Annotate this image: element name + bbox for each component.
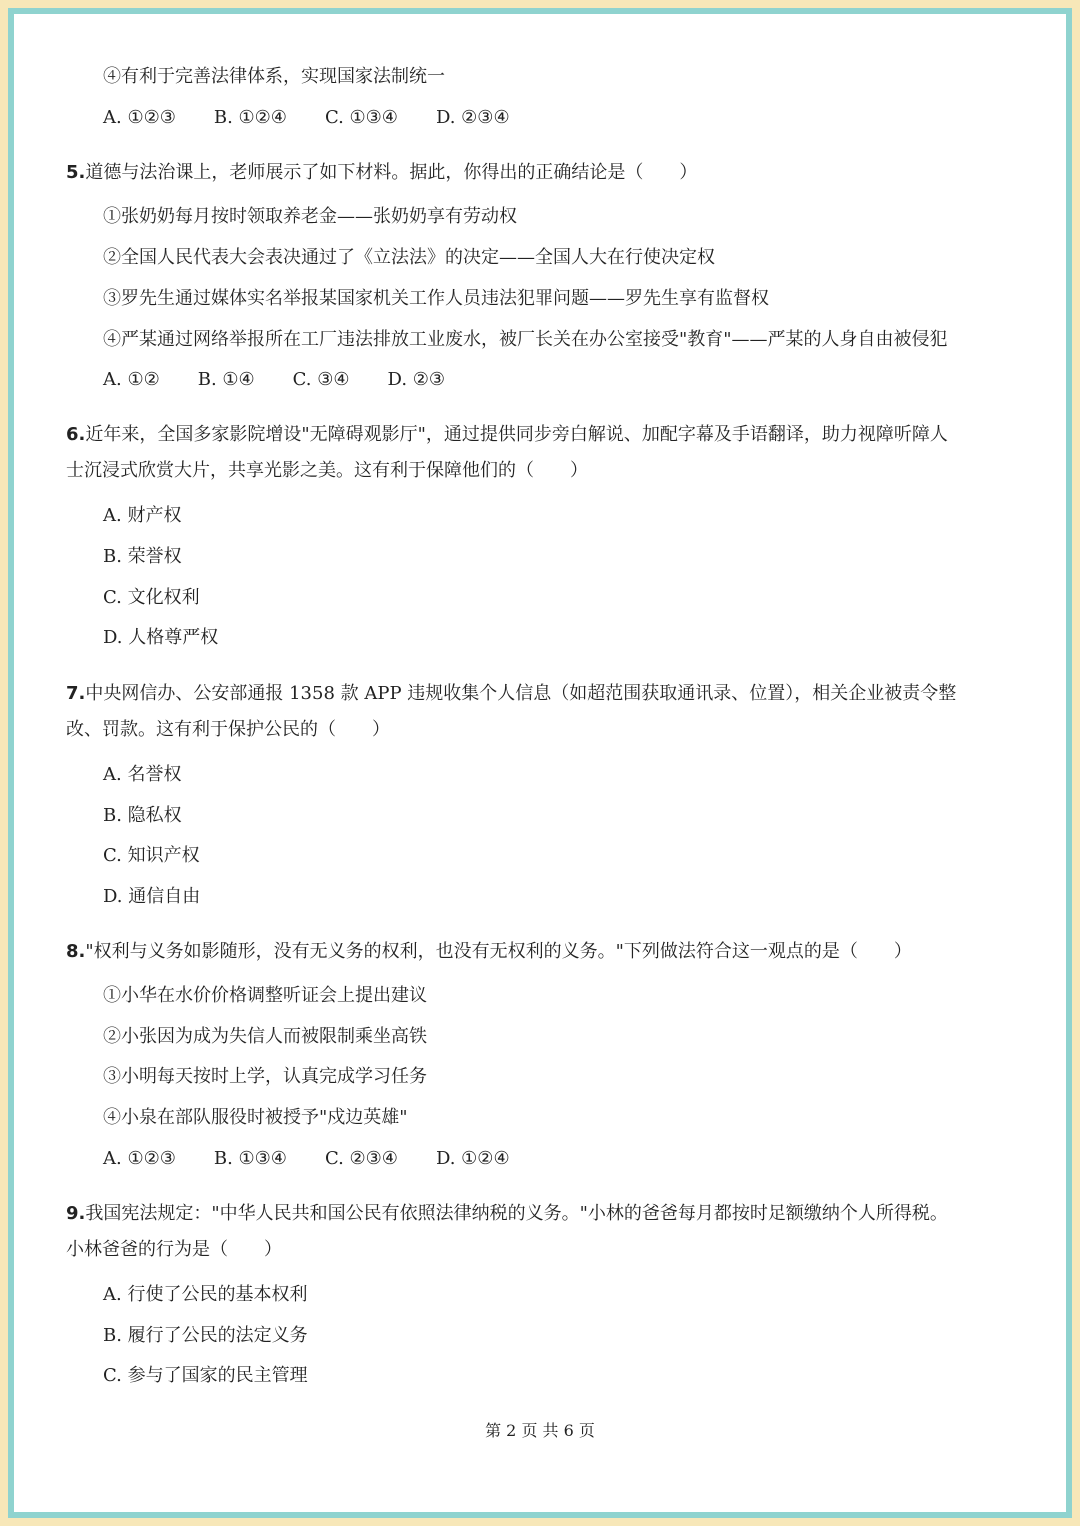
question-number: 6. <box>66 424 86 445</box>
question-number: 7. <box>66 683 86 704</box>
prev-options <box>103 106 548 130</box>
question-number: 9. <box>66 1203 86 1224</box>
q8-item-2: ②小张因为成为失信人而被限制乘坐高铁 <box>103 1026 427 1047</box>
q9-option-c: C. 参与了国家的民主管理 <box>103 1365 308 1386</box>
page-footer: 第 2 页 共 6 页 <box>485 1421 595 1440</box>
option-b: B. ①③④ <box>213 1148 287 1169</box>
q5-item-2: ②全国人民代表大会表决通过了《立法法》的决定——全国人大在行使决定权 <box>103 247 715 268</box>
question-6 <box>66 423 948 447</box>
q5-item-3: ③罗先生通过媒体实名举报某国家机关工作人员违法犯罪问题——罗先生享有监督权 <box>103 288 769 309</box>
option-a: A. ①②③ <box>103 1148 176 1169</box>
option-b: B. ①④ <box>197 369 255 390</box>
question-9 <box>66 1202 948 1226</box>
option-c: C. ③④ <box>292 369 350 390</box>
q9-option-b: B. 履行了公民的法定义务 <box>103 1325 308 1346</box>
option-c: C. ②③④ <box>324 1148 398 1169</box>
q5-options <box>103 368 483 392</box>
option-d: D. ②③④ <box>435 107 510 128</box>
q9-option-a: A. 行使了公民的基本权利 <box>103 1284 308 1305</box>
q6-stem-line-2: 士沉浸式欣赏大片，共享光影之美。这有利于保障他们的（ ） <box>66 460 588 481</box>
prev-item-4: ④有利于完善法律体系，实现国家法制统一 <box>103 66 445 87</box>
q5-item-4: ④严某通过网络举报所在工厂违法排放工业废水，被厂长关在办公室接受"教育"——严某的人身自由被侵犯 <box>103 329 948 350</box>
q8-options <box>103 1147 548 1171</box>
question-8 <box>66 940 912 964</box>
q6-option-c: C. 文化权利 <box>103 587 200 608</box>
question-stem: 道德与法治课上，老师展示了如下材料。据此，你得出的正确结论是（ ） <box>85 162 698 183</box>
q6-option-d: D. 人格尊严权 <box>103 627 219 648</box>
q6-option-b: B. 荣誉权 <box>103 546 182 567</box>
q7-stem-line-2: 改、罚款。这有利于保护公民的（ ） <box>66 719 390 740</box>
question-number: 8. <box>66 941 86 962</box>
question-stem: 中央网信办、公安部通报 1358 款 APP 违规收集个人信息（如超范围获取通讯录、位置），相关企业被责令整 <box>85 683 957 704</box>
option-c: C. ①③④ <box>324 107 398 128</box>
q5-item-1: ①张奶奶每月按时领取养老金——张奶奶享有劳动权 <box>103 206 517 227</box>
q7-option-d: D. 通信自由 <box>103 886 201 907</box>
question-5 <box>66 161 697 185</box>
q9-stem-line-2: 小林爸爸的行为是（ ） <box>66 1239 282 1260</box>
q7-option-b: B. 隐私权 <box>103 805 182 826</box>
q7-option-a: A. 名誉权 <box>103 764 182 785</box>
option-a: A. ①② <box>103 369 160 390</box>
q7-option-c: C. 知识产权 <box>103 845 200 866</box>
question-7 <box>66 682 956 706</box>
option-a: A. ①②③ <box>103 107 176 128</box>
option-d: D. ①②④ <box>435 1148 510 1169</box>
option-b: B. ①②④ <box>213 107 287 128</box>
q6-option-a: A. 财产权 <box>103 505 182 526</box>
question-stem: 我国宪法规定："中华人民共和国公民有依照法律纳税的义务。"小林的爸爸每月都按时足额缴纳个人所得税。 <box>85 1203 948 1224</box>
question-stem: 近年来，全国多家影院增设"无障碍观影厅"，通过提供同步旁白解说、加配字幕及手语翻译，助力视障听障人 <box>85 424 948 445</box>
q8-item-3: ③小明每天按时上学，认真完成学习任务 <box>103 1066 427 1087</box>
q8-item-1: ①小华在水价价格调整听证会上提出建议 <box>103 985 427 1006</box>
question-number: 5. <box>66 162 86 183</box>
option-d: D. ②③ <box>387 369 446 390</box>
q8-item-4: ④小泉在部队服役时被授予"戍边英雄" <box>103 1107 408 1128</box>
question-stem: "权利与义务如影随形，没有无义务的权利，也没有无权利的义务。"下列做法符合这一观点的是（ ） <box>85 941 912 962</box>
